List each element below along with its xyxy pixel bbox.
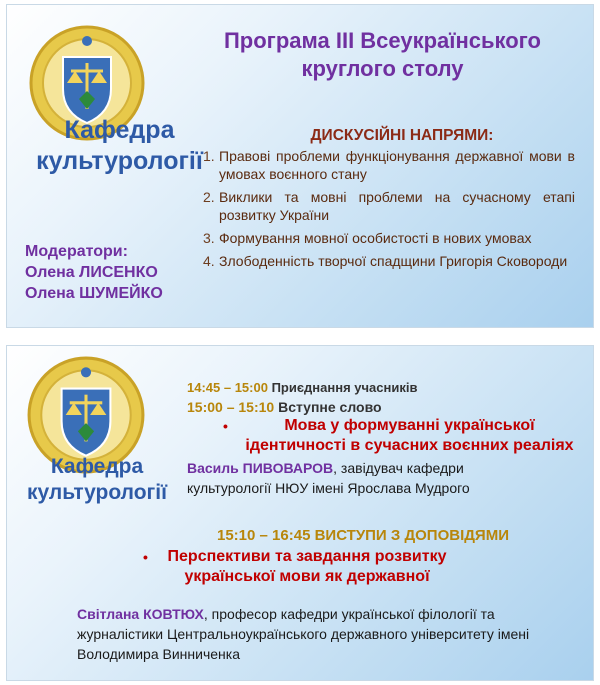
bullet-icon: • — [143, 549, 148, 565]
moderators-label: Модератори: — [25, 243, 128, 260]
program-title: Програма III Всеукраїнського круглого столу — [223, 28, 541, 81]
speaker-role: , завідувач кафедри культурології НЮУ імені Ярослава Мудрого — [187, 460, 470, 496]
department-name: Кафедра культурології — [27, 455, 168, 505]
direction-item: 1. Правові проблеми функціонування державної мови в умовах воєнного стану — [203, 148, 575, 182]
talk-title: Мова у формуванні української ідентичності в сучасних воєнних реаліях — [245, 417, 574, 454]
schedule-time: 14:45 – 15:00 — [187, 380, 268, 395]
schedule-time: 15:00 – 15:10 — [187, 399, 275, 415]
moderator-name: Олена ЛИСЕНКО — [25, 264, 158, 281]
directions-list — [203, 147, 575, 275]
direction-item: 4. Злободенність творчої спадщини Григорія Сковороди — [203, 253, 568, 269]
speaker-name: Світлана КОВТЮХ — [77, 606, 204, 622]
department-name: Кафедра культурології — [36, 116, 203, 176]
moderator-name: Олена ШУМЕЙКО — [25, 285, 163, 302]
speaker-info — [187, 458, 507, 498]
bullet-icon: • — [223, 418, 228, 434]
direction-item: 2. Виклики та мовні проблеми на сучасному етапі розвитку України — [203, 189, 575, 223]
section-heading — [217, 527, 509, 544]
speaker-info — [77, 604, 557, 664]
schedule-label: Вступне слово — [278, 399, 382, 415]
schedule-label: Приєднання учасників — [271, 380, 418, 395]
speaker-role: , професор кафедри української філології та журналістики Центральноукраїнського державного університету імені Володимира Винниченка — [77, 606, 530, 662]
directions-heading: ДИСКУСІЙНІ НАПРЯМИ: — [310, 127, 494, 144]
speaker-name: Василь ПИВОВАРОВ — [187, 460, 334, 476]
section-label: ВИСТУПИ З ДОПОВІДЯМИ — [314, 527, 509, 544]
program-slide-2 — [6, 345, 594, 681]
direction-item: 3. Формування мовної особистості в нових умовах — [203, 230, 532, 246]
schedule-item — [187, 380, 417, 395]
moderators-block — [25, 241, 205, 304]
schedule-item — [187, 399, 382, 415]
talk-title: Перспективи та завдання розвитку української мови як державної — [167, 548, 447, 585]
section-time: 15:10 – 16:45 — [217, 527, 311, 544]
program-slide-1 — [6, 4, 594, 328]
